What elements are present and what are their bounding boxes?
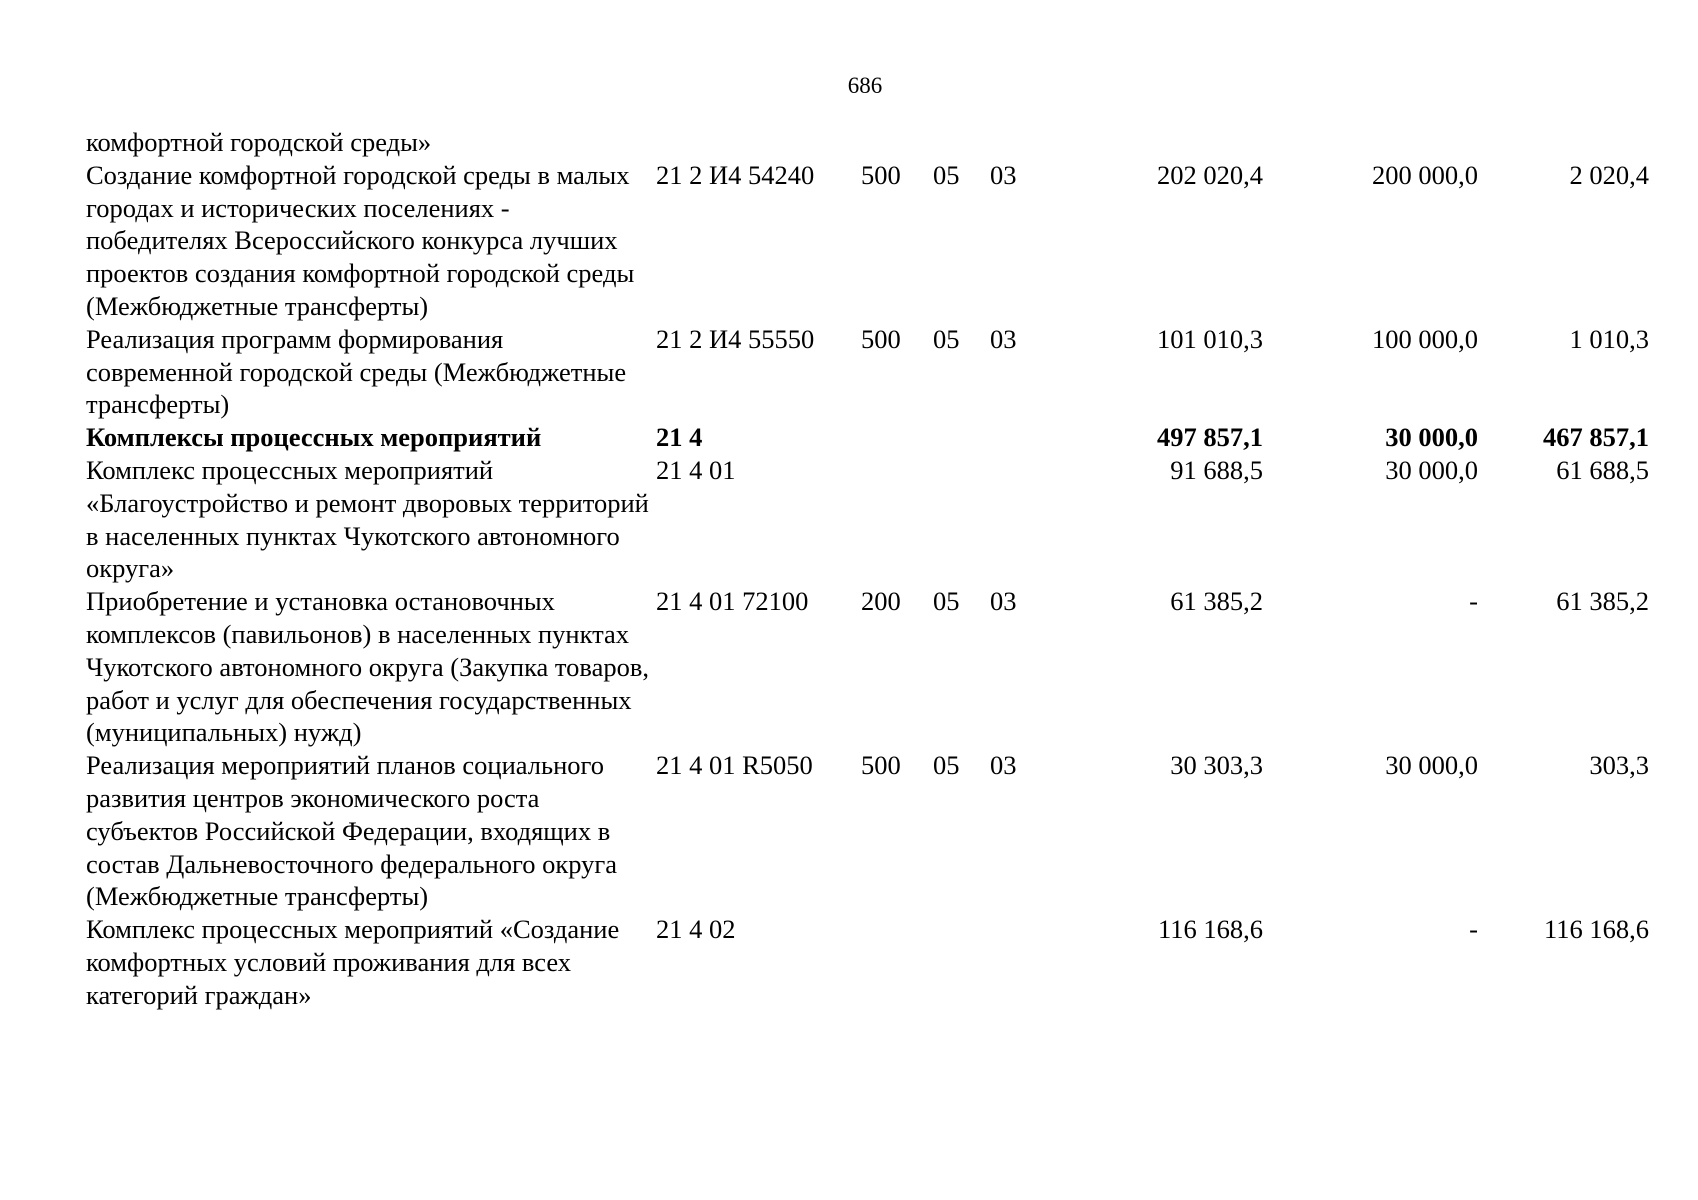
cell-section: 05 — [933, 750, 960, 781]
cell-name: Реализация программ формирования современной городской среды (Межбюджетные трансферты) — [86, 323, 627, 420]
cell-total: 91 688,5 — [1170, 454, 1263, 485]
cell-expense-type: 500 — [861, 159, 901, 190]
cell-section — [933, 454, 990, 585]
cell-regional: 467 857,1 — [1543, 422, 1649, 453]
table-row — [86, 421, 1649, 454]
cell-subsection: 03 — [990, 750, 1017, 781]
cell-total: 30 303,3 — [1170, 750, 1263, 781]
table-row — [86, 126, 1649, 159]
cell-total — [1050, 126, 1263, 159]
cell-subsection — [990, 454, 1050, 585]
cell-section: 05 — [933, 323, 960, 354]
cell-regional — [1478, 126, 1649, 159]
budget-table — [86, 126, 1649, 1012]
cell-federal: 30 000,0 — [1385, 750, 1478, 781]
cell-target-article: 21 4 — [656, 422, 703, 453]
cell-section — [933, 913, 990, 1011]
cell-target-article: 21 4 02 — [656, 914, 736, 945]
table-row — [86, 323, 1649, 421]
cell-regional: 61 688,5 — [1556, 454, 1649, 485]
cell-federal: 30 000,0 — [1385, 454, 1478, 485]
cell-subsection: 03 — [990, 323, 1017, 354]
cell-target-article: 21 4 01 — [656, 454, 736, 485]
cell-name: Реализация мероприятий планов социального развития центров экономического роста субъектов Российской Федерации, входящих в состав Дальневосточного федерального округа (Межбюджетные трансферты) — [86, 750, 618, 912]
cell-expense-type: 500 — [861, 750, 901, 781]
cell-federal: 100 000,0 — [1372, 323, 1478, 354]
cell-target-article — [656, 126, 861, 159]
cell-expense-type — [861, 421, 933, 454]
table-row — [86, 585, 1649, 749]
cell-section: 05 — [933, 159, 960, 190]
cell-name: Создание комфортной городской среды в малых городах и исторических поселениях - победителях Всероссийского конкурса лучших проектов создания комфортной городской среды (Межбюджетные трансферты) — [86, 159, 635, 321]
cell-name: Комплекс процессных мероприятий «Создание комфортных условий проживания для всех категорий граждан» — [86, 914, 620, 1010]
cell-name: комфортной городской среды» — [86, 127, 432, 157]
cell-section: 05 — [933, 586, 960, 617]
cell-total: 116 168,6 — [1157, 914, 1263, 945]
cell-total: 202 020,4 — [1157, 159, 1263, 190]
cell-subsection — [990, 126, 1050, 159]
cell-subsection: 03 — [990, 159, 1017, 190]
cell-expense-type — [861, 126, 933, 159]
cell-expense-type: 200 — [861, 586, 901, 617]
cell-target-article: 21 4 01 R5050 — [656, 750, 813, 781]
cell-regional: 61 385,2 — [1556, 586, 1649, 617]
table-row — [86, 454, 1649, 585]
cell-regional: 2 020,4 — [1569, 159, 1649, 190]
cell-total: 101 010,3 — [1157, 323, 1263, 354]
cell-regional: 1 010,3 — [1569, 323, 1649, 354]
cell-expense-type: 500 — [861, 323, 901, 354]
cell-section — [933, 421, 990, 454]
cell-subsection — [990, 421, 1050, 454]
cell-regional: 303,3 — [1589, 750, 1649, 781]
cell-subsection — [990, 913, 1050, 1011]
cell-name: Комплексы процессных мероприятий — [86, 422, 542, 453]
table-row — [86, 749, 1649, 913]
page-number: 686 — [847, 73, 883, 98]
table-row — [86, 159, 1649, 323]
cell-target-article: 21 2 И4 54240 — [656, 159, 815, 190]
cell-total: 497 857,1 — [1157, 422, 1263, 453]
cell-name: Приобретение и установка остановочных комплексов (павильонов) в населенных пунктах Чукотского автономного округа (Закупка товаров, работ и услуг для обеспечения государственных (муниципальных) нужд) — [86, 586, 649, 748]
cell-subsection: 03 — [990, 586, 1017, 617]
cell-section — [933, 126, 990, 159]
cell-federal: 200 000,0 — [1372, 159, 1478, 190]
cell-regional: 116 168,6 — [1543, 914, 1649, 945]
cell-federal: 30 000,0 — [1385, 422, 1478, 453]
table-body — [86, 126, 1649, 1012]
cell-name: Комплекс процессных мероприятий «Благоустройство и ремонт дворовых территорий в населенных пунктах Чукотского автономного округа» — [86, 454, 649, 584]
cell-federal: - — [1469, 914, 1478, 945]
cell-target-article: 21 2 И4 55550 — [656, 323, 815, 354]
cell-federal: - — [1469, 586, 1478, 617]
cell-target-article: 21 4 01 72100 — [656, 586, 809, 617]
cell-total: 61 385,2 — [1170, 586, 1263, 617]
cell-expense-type — [861, 454, 933, 585]
cell-federal — [1263, 126, 1478, 159]
table-row — [86, 913, 1649, 1011]
cell-expense-type — [861, 913, 933, 1011]
